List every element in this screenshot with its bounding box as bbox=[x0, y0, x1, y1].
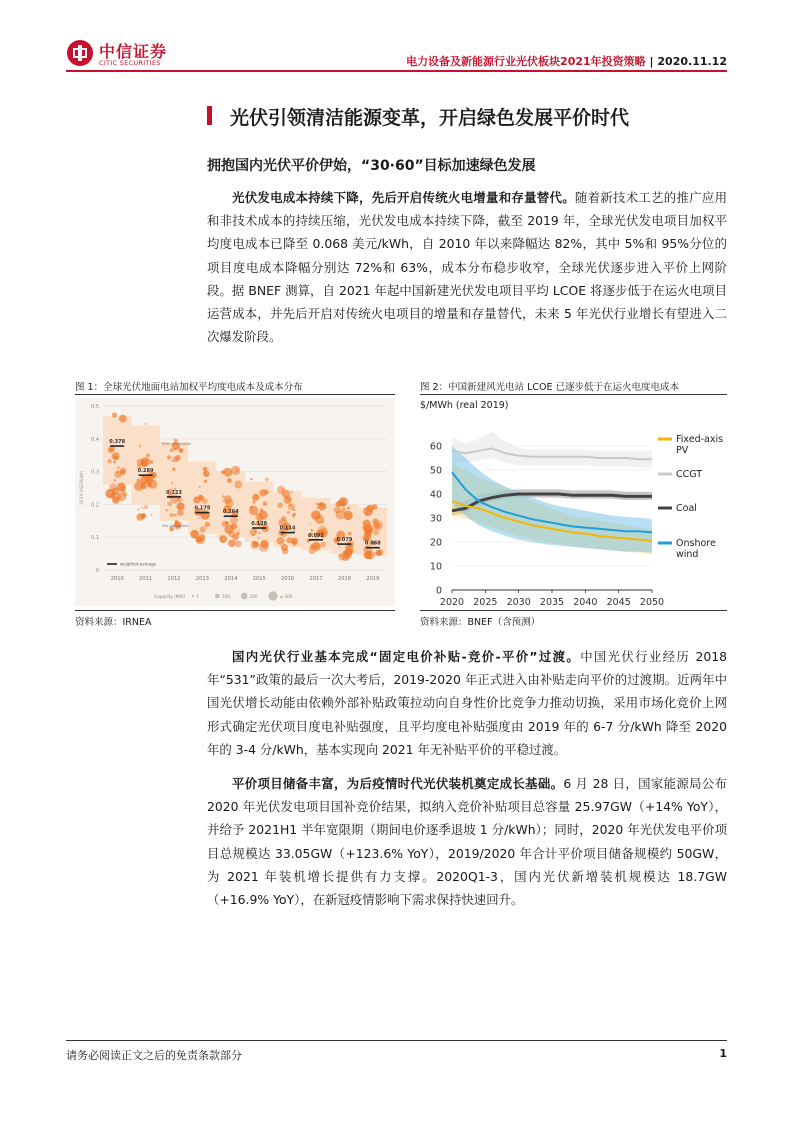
figure1-project-bubble bbox=[238, 529, 240, 531]
figure1-ylabel: 2019 USD/kWh bbox=[80, 471, 85, 505]
figure1-project-bubble bbox=[150, 514, 152, 516]
figure1-weighted-average-label: 0.175 bbox=[194, 505, 211, 512]
figure1-project-bubble bbox=[235, 468, 239, 472]
figure1-project-bubble bbox=[253, 501, 256, 504]
figure1-project-bubble bbox=[277, 503, 283, 509]
figure1-project-bubble bbox=[199, 486, 201, 488]
figure2-xtick-label: 2050 bbox=[639, 597, 665, 608]
figure1-project-bubble bbox=[231, 523, 237, 529]
figure1-project-bubble bbox=[276, 537, 284, 545]
figure1-project-bubble bbox=[170, 448, 174, 452]
figure1-ytick-label: 0.3 bbox=[91, 469, 99, 476]
figure1-project-bubble bbox=[137, 459, 144, 466]
figure1-project-bubble bbox=[114, 479, 116, 481]
figure1-weighted-average-label: 0.079 bbox=[336, 537, 353, 544]
paragraph-body: 随着新技术工艺的推广应用和非技术成本的持续压缩，光伏发电成本持续下降，截至 2019 年，全球光伏发电项目加权平均度电成本已降至 0.068 美元/kWh，自 2010 年以来降幅达 82%，其中 5%和 95%分位的项目度电成本降幅分别达 72%和 63%，成本分布稳步收窄，全球光伏逐步进入平价上网阶段。据 BNEF 测算，自 2021 年起中国新建光伏发电项目平均 LCOE 将逐步低于在运火电项目运营成本，并先后开启对传统火电项目的增量和存量替代，未来 5 年光伏行业增长有望进入二次爆发阶段。 bbox=[207, 190, 727, 345]
figure1-xtick-label: 2011 bbox=[138, 576, 153, 582]
figure1-project-bubble bbox=[263, 501, 268, 506]
figure1-project-bubble bbox=[234, 481, 242, 489]
figure1-weighted-average-label: 0.164 bbox=[222, 509, 239, 516]
report-date: 2020.11.12 bbox=[657, 55, 727, 68]
figure1-annotation-p5: 5th percentile bbox=[162, 522, 189, 528]
figure1-xtick-label: 2015 bbox=[252, 576, 266, 582]
citic-logo-icon bbox=[67, 40, 93, 66]
figure1-project-bubble bbox=[112, 412, 117, 417]
figure1-project-bubble bbox=[167, 455, 171, 459]
figure1-project-bubble bbox=[258, 532, 260, 534]
figure1-project-bubble bbox=[177, 497, 182, 502]
figure1-project-bubble bbox=[173, 456, 179, 462]
figure1-project-bubble bbox=[281, 516, 286, 521]
figure1-project-bubble bbox=[141, 513, 147, 519]
figure1-project-bubble bbox=[174, 514, 177, 517]
figure1-project-bubble bbox=[113, 461, 116, 464]
figure1-project-bubble bbox=[235, 540, 242, 547]
figure2-source: 资料来源：BNEF（含预测） bbox=[420, 617, 541, 628]
figure2-bottom-rule bbox=[420, 610, 727, 611]
figure1-project-bubble bbox=[203, 467, 208, 472]
figure1-capacity-label: Capacity (MW) bbox=[154, 594, 185, 599]
figure1-project-bubble bbox=[347, 507, 350, 510]
figure1-project-bubble bbox=[171, 482, 173, 484]
figure1-project-bubble bbox=[229, 531, 231, 533]
figure2-xtick-label: 2045 bbox=[606, 597, 631, 608]
figure1-project-bubble bbox=[281, 544, 288, 551]
report-title: 电力设备及新能源行业光伏板块2021年投资策略 bbox=[406, 55, 646, 68]
figure1-project-bubble bbox=[204, 480, 207, 483]
figure1-capacity-swatch bbox=[192, 595, 194, 597]
footer-disclaimer: 请务必阅读正文之后的免责条款部分 bbox=[66, 1049, 242, 1062]
figure1-project-bubble bbox=[321, 542, 326, 547]
figure1-project-bubble bbox=[287, 511, 289, 513]
figure1-capacity-swatch bbox=[215, 594, 220, 599]
figure2-xtick-label: 2020 bbox=[439, 597, 465, 608]
figure1-project-bubble bbox=[372, 518, 378, 524]
paragraph-project-pipeline bbox=[207, 772, 727, 911]
figure1-bottom-rule bbox=[75, 610, 395, 611]
figure1-project-bubble bbox=[170, 513, 174, 517]
figure1-project-bubble bbox=[117, 492, 126, 501]
figure1-project-bubble bbox=[223, 495, 231, 503]
figure1-project-bubble bbox=[348, 532, 352, 536]
figure1-xtick-label: 2018 bbox=[337, 576, 352, 582]
figure1-project-bubble bbox=[172, 467, 176, 471]
figure2-legend-label: PV bbox=[676, 445, 689, 456]
figure1-project-bubble bbox=[310, 529, 312, 531]
figure1-project-bubble bbox=[177, 502, 185, 510]
figure1-project-bubble bbox=[264, 490, 269, 495]
figure1-project-bubble bbox=[265, 477, 269, 481]
paragraph-body: 中国光伏行业经历 2018 年“531”政策的最后一次大考后，2019-2020 年正式进入由补贴走向平价的过渡期。近两年中国光伏增长动能由依赖外部补贴政策拉动向自身性价比竞争力推动切换，采用市场化竞价上网形式确定光伏项目度电补贴强度，且平均度电补贴强度由 2019 年的 6-7 分/kWh 降至 2020 年的 3-4 分/kWh，基本实现向 2021 年无补贴平价的平稳过渡。 bbox=[207, 649, 727, 757]
figure1-ytick-label: 0.1 bbox=[91, 535, 99, 542]
figure1-project-bubble bbox=[124, 486, 126, 488]
figure1-project-bubble bbox=[318, 502, 326, 510]
figure1-legend-weighted-label: weighted average bbox=[120, 561, 157, 567]
figure1-project-bubble bbox=[115, 457, 117, 459]
figure1-project-bubble bbox=[372, 504, 378, 510]
figure1-project-bubble bbox=[254, 541, 259, 546]
figure1-project-bubble bbox=[364, 551, 372, 559]
figure1-project-bubble bbox=[286, 537, 292, 543]
figure1-xtick-label: 2012 bbox=[167, 576, 181, 582]
figure1-project-bubble bbox=[364, 530, 372, 538]
paragraph-cost-decline bbox=[207, 186, 727, 348]
figure1-project-bubble bbox=[221, 470, 225, 474]
footer-divider bbox=[66, 1040, 727, 1041]
figure1-project-bubble bbox=[144, 505, 148, 509]
figure1-xtick-label: 2019 bbox=[366, 576, 380, 582]
figure1-ytick-label: 0 bbox=[95, 568, 99, 574]
figure1-capacity-size-label: 200 bbox=[249, 594, 258, 599]
figure2-legend-label: Onshore bbox=[676, 538, 716, 549]
report-header bbox=[406, 53, 727, 69]
logo-chinese-name: 中信证券 bbox=[99, 42, 168, 61]
figure2-ytick-label: 50 bbox=[429, 465, 442, 477]
figure1-xtick-label: 2017 bbox=[309, 576, 323, 582]
figure2-xtick-label: 2040 bbox=[573, 597, 598, 608]
figure1-project-bubble bbox=[219, 535, 227, 543]
figure2-ytick-label: 10 bbox=[429, 561, 442, 573]
logo-english-name: CITIC SECURITIES bbox=[99, 59, 161, 67]
figure1-capacity-swatch bbox=[268, 591, 277, 600]
figure1-project-bubble bbox=[166, 509, 168, 511]
figure1-xtick-label: 2014 bbox=[224, 576, 238, 582]
figure2-title: 图 2：中国新建风光电站 LCOE 已逐步低于在运火电度电成本 bbox=[420, 382, 680, 393]
figure1-capacity-size-label: 100 bbox=[221, 594, 230, 599]
figure1-weighted-average-label: 0.114 bbox=[279, 525, 296, 532]
figure1-project-bubble bbox=[255, 513, 263, 521]
figure2-ytick-label: 20 bbox=[429, 537, 442, 549]
figure1-xtick-label: 2013 bbox=[195, 576, 210, 582]
figure1-project-bubble bbox=[311, 542, 321, 552]
figure1-project-bubble bbox=[345, 552, 347, 554]
figure2-chart bbox=[420, 396, 727, 610]
figure1-source: 资料来源：IRNEA bbox=[75, 617, 152, 628]
figure1-project-bubble bbox=[167, 501, 172, 506]
figure1-ytick-label: 0.2 bbox=[91, 502, 99, 509]
figure1-project-bubble bbox=[203, 471, 209, 477]
figure1-project-bubble bbox=[179, 448, 184, 453]
paragraph-lead: 平价项目储备丰富，为后疫情时代光伏装机奠定成长基础。 bbox=[232, 776, 564, 791]
figure2-ytick-label: 0 bbox=[435, 585, 442, 597]
figure1-project-bubble bbox=[117, 466, 120, 469]
figure2-legend-label: Fixed-axis bbox=[676, 434, 724, 445]
figure1-weighted-average-label: 0.068 bbox=[364, 540, 381, 547]
figure1-project-bubble bbox=[366, 512, 369, 515]
figure1-project-bubble bbox=[199, 495, 204, 500]
figure1-weighted-average-label: 0.223 bbox=[166, 489, 182, 496]
figure1-project-bubble bbox=[225, 521, 229, 525]
figure1-project-bubble bbox=[137, 508, 139, 510]
figure2-ylabel: $/MWh (real 2019) bbox=[420, 400, 509, 411]
figure1-project-bubble bbox=[108, 459, 112, 463]
figure1-project-bubble bbox=[260, 540, 268, 548]
figure2-xtick-label: 2025 bbox=[473, 597, 498, 608]
figure1-capacity-swatch bbox=[241, 593, 248, 600]
figure1-project-bubble bbox=[290, 491, 292, 493]
figure1-xtick-label: 2016 bbox=[280, 576, 295, 582]
figure1-project-bubble bbox=[293, 509, 295, 511]
figure1-project-bubble bbox=[227, 478, 232, 483]
figure1-annotation-p90: 90th percentile bbox=[162, 441, 191, 447]
figure2-legend-label: wind bbox=[676, 549, 699, 560]
figure1-project-bubble bbox=[120, 468, 127, 475]
paragraph-policy-transition bbox=[207, 645, 727, 761]
citic-logo-mark bbox=[67, 40, 93, 66]
paragraph-lead: 光伏发电成本持续下降，先后开启传统火电增量和存量替代。 bbox=[232, 190, 575, 205]
figure1-weighted-average-label: 0.378 bbox=[109, 439, 126, 446]
figure1-project-bubble bbox=[142, 507, 144, 509]
figure2-title-rule bbox=[420, 394, 727, 395]
figure1-xtick-label: 2010 bbox=[110, 576, 124, 582]
figure1-project-bubble bbox=[145, 423, 147, 425]
figure1-project-bubble bbox=[205, 522, 210, 527]
page-number: 1 bbox=[719, 1047, 727, 1060]
figure1-project-bubble bbox=[336, 510, 346, 520]
figure2-ytick-label: 30 bbox=[429, 513, 442, 525]
figure2-legend-label: CCGT bbox=[676, 469, 703, 480]
figure1-project-bubble bbox=[198, 534, 206, 542]
figure2-xtick-label: 2035 bbox=[539, 597, 565, 608]
figure1-project-bubble bbox=[339, 546, 341, 548]
figure1-project-bubble bbox=[112, 487, 119, 494]
paragraph-lead: 国内光伏行业基本完成“固定电价补贴-竞价-平价”过渡。 bbox=[232, 649, 581, 664]
figure1-project-bubble bbox=[335, 501, 341, 507]
figure1-ytick-label: 0.4 bbox=[91, 436, 99, 443]
figure1-project-bubble bbox=[250, 478, 252, 480]
figure2-ytick-label: 40 bbox=[429, 489, 442, 501]
section-title: 光伏引领清洁能源变革，开启绿色发展平价时代 bbox=[230, 107, 630, 129]
figure1-weighted-average-label: 0.128 bbox=[251, 521, 268, 528]
figure1-project-bubble bbox=[252, 494, 259, 501]
figure1-project-bubble bbox=[281, 488, 284, 491]
figure1-project-bubble bbox=[376, 549, 383, 556]
figure1-project-bubble bbox=[282, 490, 291, 499]
header-divider bbox=[66, 70, 727, 72]
figure1-capacity-size-label: 1 bbox=[196, 594, 199, 599]
figure1-weighted-average-label: 0.289 bbox=[137, 468, 154, 475]
figure1-project-bubble bbox=[200, 526, 206, 532]
section-title-marker bbox=[207, 106, 212, 125]
figure1-chart bbox=[75, 398, 395, 606]
figure1-project-bubble bbox=[198, 517, 200, 519]
figure1-project-bubble bbox=[311, 510, 321, 520]
figure1-project-bubble bbox=[293, 513, 296, 516]
figure2-legend-label: Coal bbox=[676, 503, 697, 514]
figure2-ytick-label: 60 bbox=[429, 441, 442, 453]
header-separator: | bbox=[649, 55, 654, 68]
figure1-project-bubble bbox=[236, 531, 240, 535]
figure1-title: 图 1：全球光伏地面电站加权平均度电成本及成本分布 bbox=[75, 382, 303, 393]
figure1-project-bubble bbox=[250, 506, 253, 509]
figure1-project-bubble bbox=[146, 453, 150, 457]
figure1-project-bubble bbox=[343, 502, 345, 504]
figure1-project-bubble bbox=[230, 516, 238, 524]
figure1-project-bubble bbox=[228, 539, 236, 547]
figure1-project-bubble bbox=[140, 475, 149, 484]
figure1-project-bubble bbox=[138, 445, 141, 448]
figure2-xtick-label: 2030 bbox=[506, 597, 531, 608]
paragraph-body: 6 月 28 日，国家能源局公布 2020 年光伏发电项目国补竞价结果，拟纳入竞价补贴项目总容量 25.97GW（+14% YoY），并给予 2021H1 半年宽限期（期间电价逐季退坡 1 分/kWh）；同时，2020 年光伏发电平价项目总规模达 33.05GW（+123.6% YoY），2019/2020 年合计平价项目储备规模约 50GW，为 2021 年装机增长提供有力支撑。2020Q1-3，国内光伏新增装机规模达 18.7GW（+16.9% YoY），在新冠疫情影响下需求保持快速回升。 bbox=[207, 776, 728, 908]
figure1-project-bubble bbox=[310, 523, 312, 525]
figure1-title-rule bbox=[75, 394, 395, 395]
figure1-project-bubble bbox=[252, 534, 255, 537]
figure1-ytick-label: 0.5 bbox=[91, 404, 99, 410]
figure1-project-bubble bbox=[322, 521, 324, 523]
figure1-weighted-average-label: 0.092 bbox=[308, 532, 324, 539]
figure1-project-bubble bbox=[258, 537, 260, 539]
figure1-project-bubble bbox=[119, 415, 127, 423]
section-subtitle: 拥抱国内光伏平价伊始，“30·60”目标加速绿色发展 bbox=[207, 158, 536, 174]
figure1-capacity-size-label: ≥ 300 bbox=[279, 594, 293, 599]
